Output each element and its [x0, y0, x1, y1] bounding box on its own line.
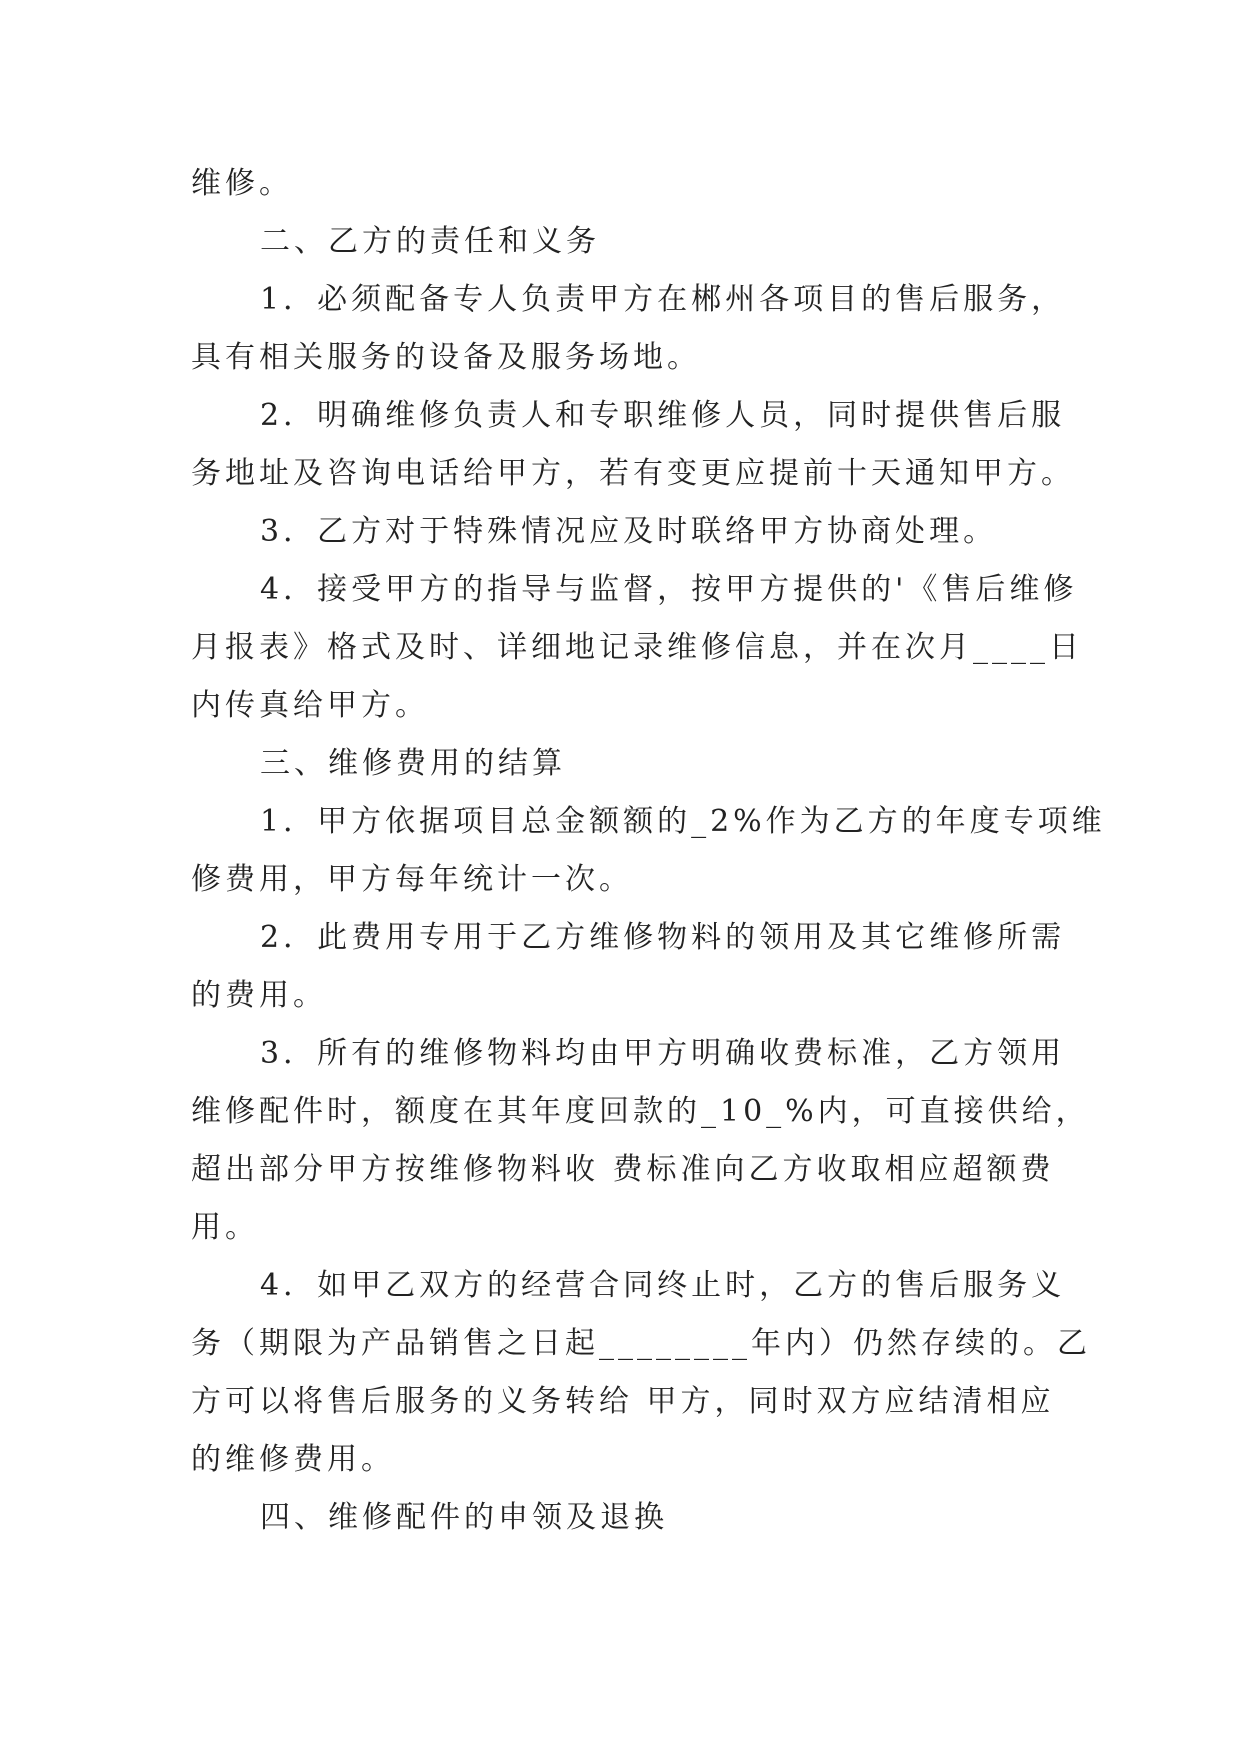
text-line: 的费用。 — [191, 978, 327, 1013]
text-line: 2．明确维修负责人和专职维修人员，同时提供售后服 — [260, 398, 1066, 433]
document-body — [191, 155, 1106, 1547]
text-line: 1．必须配备专人负责甲方在郴州各项目的售后服务， — [260, 282, 1066, 317]
text-line: 内传真给甲方。 — [191, 688, 429, 723]
text-line: 的维修费用。 — [191, 1442, 395, 1477]
text-line: 三、维修费用的结算 — [260, 746, 566, 781]
text-line: 四、维修配件的申领及退换 — [260, 1500, 668, 1535]
text-line: 维修。 — [191, 166, 293, 201]
text-line: 维修配件时，额度在其年度回款的_10_%内，可直接供给， — [191, 1094, 1090, 1129]
text-line: 1．甲方依据项目总金额额的_2%作为乙方的年度专项维 — [260, 804, 1106, 839]
text-line: 超出部分甲方按维修物料收 费标准向乙方收取相应超额费 — [191, 1152, 1055, 1187]
text-line: 3．乙方对于特殊情况应及时联络甲方协商处理。 — [260, 514, 998, 549]
text-line: 方可以将售后服务的义务转给 甲方，同时双方应结清相应 — [191, 1384, 1055, 1419]
text-line: 4．接受甲方的指导与监督，按甲方提供的'《售后维修 — [260, 572, 1078, 607]
text-line: 4．如甲乙双方的经营合同终止时，乙方的售后服务义 — [260, 1268, 1066, 1303]
text-line: 务地址及咨询电话给甲方，若有变更应提前十天通知甲方。 — [191, 456, 1075, 491]
text-line: 用。 — [191, 1210, 259, 1245]
text-line: 2．此费用专用于乙方维修物料的领用及其它维修所需 — [260, 920, 1066, 955]
text-line: 务（期限为产品销售之日起________年内）仍然存续的。乙 — [191, 1326, 1091, 1361]
text-line: 具有相关服务的设备及服务场地。 — [191, 340, 701, 375]
text-line: 月报表》格式及时、详细地记录维修信息，并在次月____日 — [191, 630, 1083, 665]
text-line: 二、乙方的责任和义务 — [260, 224, 600, 259]
text-line: 修费用，甲方每年统计一次。 — [191, 862, 633, 897]
text-line: 3．所有的维修物料均由甲方明确收费标准，乙方领用 — [260, 1036, 1066, 1071]
